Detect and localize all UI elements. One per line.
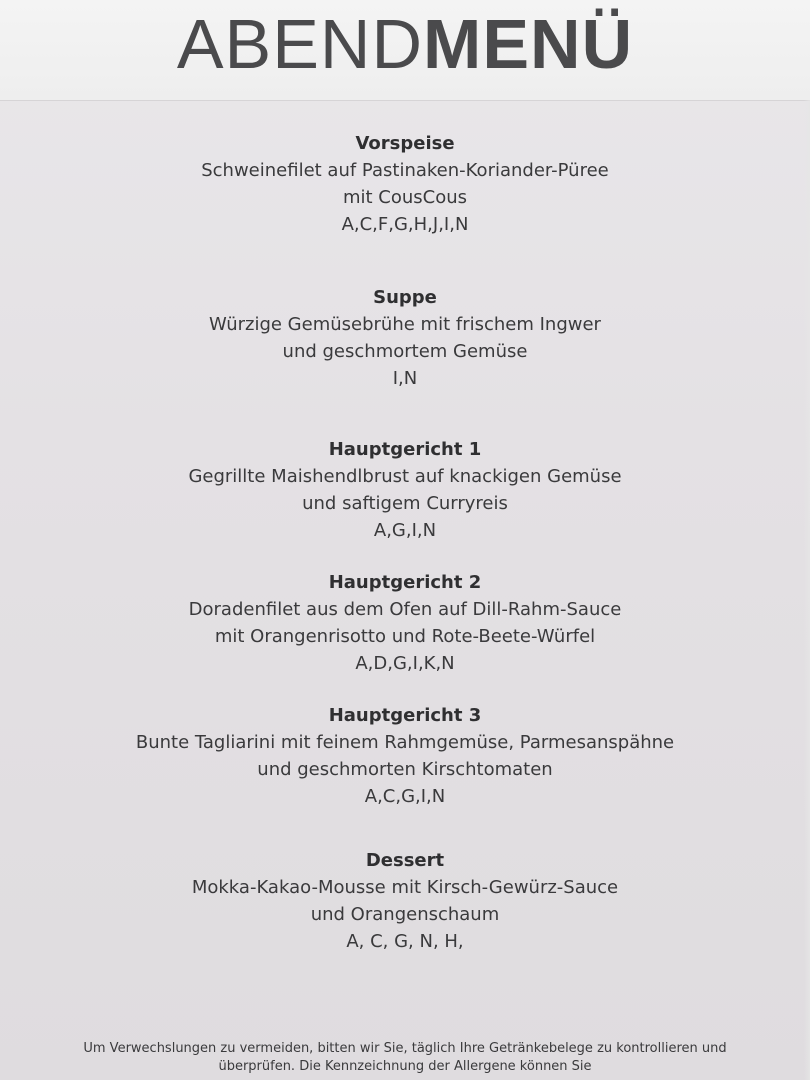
- course-hauptgericht-2: [0, 570, 810, 677]
- footer-line: überprüfen. Die Kennzeichnung der Allergene können Sie: [218, 1059, 592, 1074]
- course-hauptgericht-1: [0, 437, 810, 544]
- course-dessert: [0, 848, 810, 955]
- course-allergens: A, C, G, N, H,: [346, 931, 464, 952]
- course-description-line: Mokka-Kakao-Mousse mit Kirsch-Gewürz-Sauce: [191, 877, 619, 898]
- course-description-line: mit CousCous: [342, 187, 468, 208]
- menu-title: [0, 4, 810, 84]
- course-vorspeise: [0, 131, 810, 238]
- menu-title-light: ABEND: [176, 5, 424, 83]
- course-allergens: I,N: [392, 368, 418, 389]
- course-title: Dessert: [365, 850, 445, 871]
- footer-note: [0, 1040, 810, 1076]
- course-description-line: und Orangenschaum: [310, 904, 500, 925]
- course-description-line: und geschmorten Kirschtomaten: [257, 759, 553, 780]
- course-allergens: A,D,G,I,K,N: [355, 653, 455, 674]
- course-description-line: Doradenfilet aus dem Ofen auf Dill-Rahm-Sauce: [188, 599, 622, 620]
- course-description-line: Schweinefilet auf Pastinaken-Koriander-Püree: [201, 160, 609, 181]
- course-title: Hauptgericht 2: [328, 572, 482, 593]
- course-suppe: [0, 285, 810, 392]
- course-title: Hauptgericht 3: [328, 705, 482, 726]
- course-description-line: Bunte Tagliarini mit feinem Rahmgemüse, Parmesanspähne: [135, 732, 675, 753]
- course-allergens: A,G,I,N: [373, 520, 437, 541]
- footer-line: Um Verwechslungen zu vermeiden, bitten wir Sie, täglich Ihre Getränkebelege zu kontrollieren und: [83, 1041, 727, 1056]
- course-allergens: A,C,G,I,N: [364, 786, 446, 807]
- menu-title-bold: MENÜ: [423, 5, 634, 83]
- course-hauptgericht-3: [0, 703, 810, 810]
- course-title: Suppe: [373, 287, 437, 308]
- course-description-line: und saftigem Curryreis: [302, 493, 508, 514]
- course-description-line: Würzige Gemüsebrühe mit frischem Ingwer: [209, 314, 601, 335]
- course-title: Hauptgericht 1: [328, 439, 482, 460]
- course-description-line: und geschmortem Gemüse: [282, 341, 528, 362]
- course-allergens: A,C,F,G,H,J,I,N: [341, 214, 469, 235]
- course-description-line: mit Orangenrisotto und Rote-Beete-Würfel: [214, 626, 596, 647]
- course-title: Vorspeise: [355, 133, 455, 154]
- course-description-line: Gegrillte Maishendlbrust auf knackigen Gemüse: [188, 466, 622, 487]
